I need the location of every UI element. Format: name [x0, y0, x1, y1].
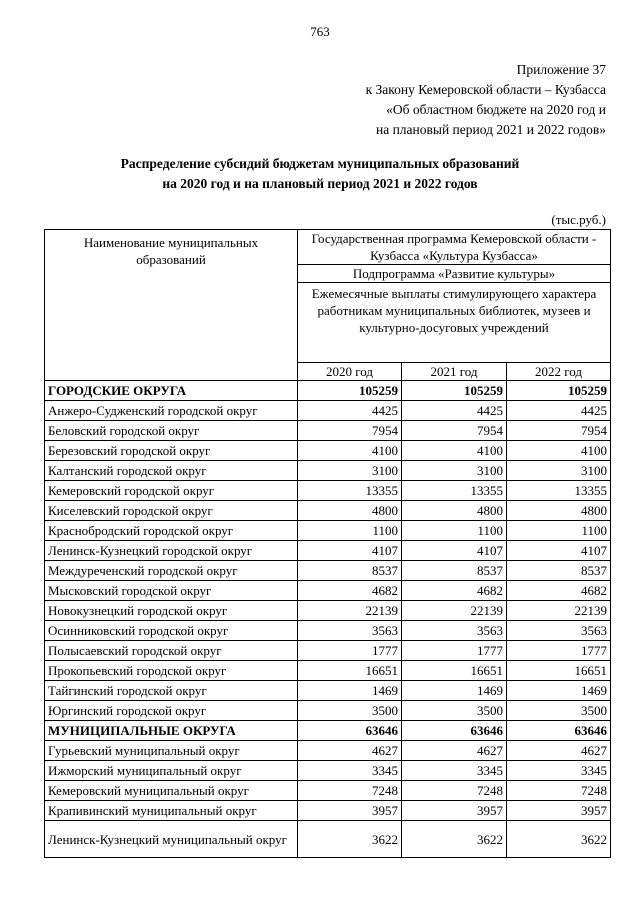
table-row	[45, 441, 611, 461]
value-2022: 1100	[507, 521, 611, 541]
value-2022: 3100	[507, 461, 611, 481]
units-label: (тыс.руб.)	[551, 212, 606, 227]
municipality-name: Междуреченский городской округ	[45, 561, 298, 581]
value-2022: 63646	[507, 721, 611, 741]
value-2022: 3957	[507, 801, 611, 821]
table-row	[45, 741, 611, 761]
value-2022: 4627	[507, 741, 611, 761]
value-2022: 3345	[507, 761, 611, 781]
value-2022: 8537	[507, 561, 611, 581]
value-2022: 7248	[507, 781, 611, 801]
value-2021: 22139	[402, 601, 507, 621]
value-2020: 3345	[298, 761, 402, 781]
value-2020: 4627	[298, 741, 402, 761]
value-2020: 3622	[298, 821, 402, 858]
table-row	[45, 501, 611, 521]
table-row	[45, 401, 611, 421]
table-row	[45, 521, 611, 541]
value-2020: 7248	[298, 781, 402, 801]
header-name-cell: Наименование муниципальных образований	[45, 230, 298, 381]
document-title	[0, 154, 640, 194]
value-2022: 1777	[507, 641, 611, 661]
value-2020: 105259	[298, 381, 402, 401]
value-2021: 1100	[402, 521, 507, 541]
municipality-name: Березовский городской округ	[45, 441, 298, 461]
table-row	[45, 461, 611, 481]
value-2020: 4800	[298, 501, 402, 521]
subsidy-table	[44, 229, 611, 858]
value-2021: 13355	[402, 481, 507, 501]
municipality-name: МУНИЦИПАЛЬНЫЕ ОКРУГА	[45, 721, 298, 741]
value-2022: 3622	[507, 821, 611, 858]
value-2020: 16651	[298, 661, 402, 681]
value-2022: 105259	[507, 381, 611, 401]
value-2021: 4425	[402, 401, 507, 421]
table-row	[45, 821, 611, 858]
value-2021: 3500	[402, 701, 507, 721]
value-2020: 1469	[298, 681, 402, 701]
municipality-name: Мысковский городской округ	[45, 581, 298, 601]
appendix-reference	[366, 60, 606, 140]
value-2021: 4627	[402, 741, 507, 761]
table-group-row	[45, 381, 611, 401]
value-2021: 4100	[402, 441, 507, 461]
value-2022: 16651	[507, 661, 611, 681]
municipality-name: Осинниковский городской округ	[45, 621, 298, 641]
municipality-name: Ленинск-Кузнецкий городской округ	[45, 541, 298, 561]
header-year-2021: 2021 год	[402, 363, 507, 381]
municipality-name: Прокопьевский городской округ	[45, 661, 298, 681]
value-2021: 3345	[402, 761, 507, 781]
value-2022: 4682	[507, 581, 611, 601]
header-payments-cell: Ежемесячные выплаты стимулирующего характера работникам муниципальных библиотек, музеев и культурно-досуговых учреждений	[298, 283, 611, 363]
municipality-name: Ленинск-Кузнецкий муниципальный округ	[45, 821, 298, 858]
value-2021: 16651	[402, 661, 507, 681]
value-2022: 4107	[507, 541, 611, 561]
municipality-name: Гурьевский муниципальный округ	[45, 741, 298, 761]
table-row	[45, 701, 611, 721]
municipality-name: Ижморский муниципальный округ	[45, 761, 298, 781]
value-2021: 105259	[402, 381, 507, 401]
value-2021: 3622	[402, 821, 507, 858]
value-2022: 4100	[507, 441, 611, 461]
municipality-name: Полысаевский городской округ	[45, 641, 298, 661]
table-row	[45, 781, 611, 801]
value-2021: 7248	[402, 781, 507, 801]
table-group-row	[45, 721, 611, 741]
municipality-name: Краснобродский городской округ	[45, 521, 298, 541]
table-row	[45, 421, 611, 441]
value-2021: 4800	[402, 501, 507, 521]
value-2020: 3500	[298, 701, 402, 721]
value-2022: 4800	[507, 501, 611, 521]
municipality-name: Крапивинский муниципальный округ	[45, 801, 298, 821]
value-2021: 3563	[402, 621, 507, 641]
title-line: на 2020 год и на плановый период 2021 и 2022 годов	[162, 176, 478, 191]
value-2021: 4682	[402, 581, 507, 601]
value-2022: 7954	[507, 421, 611, 441]
municipality-name: ГОРОДСКИЕ ОКРУГА	[45, 381, 298, 401]
value-2022: 22139	[507, 601, 611, 621]
appendix-line: «Об областном бюджете на 2020 год и	[386, 102, 606, 117]
value-2021: 1777	[402, 641, 507, 661]
value-2022: 3563	[507, 621, 611, 641]
table-row	[45, 601, 611, 621]
value-2020: 3563	[298, 621, 402, 641]
municipality-name: Юргинский городской округ	[45, 701, 298, 721]
page-number: 763	[310, 24, 330, 39]
value-2022: 13355	[507, 481, 611, 501]
table-row	[45, 481, 611, 501]
appendix-line: Приложение 37	[516, 62, 606, 77]
value-2020: 3957	[298, 801, 402, 821]
appendix-line: на плановый период 2021 и 2022 годов»	[375, 122, 606, 137]
table-row	[45, 661, 611, 681]
value-2021: 7954	[402, 421, 507, 441]
table-row	[45, 581, 611, 601]
municipality-name: Беловский городской округ	[45, 421, 298, 441]
municipality-name: Калтанский городской округ	[45, 461, 298, 481]
header-year-2020: 2020 год	[298, 363, 402, 381]
value-2020: 4425	[298, 401, 402, 421]
table-row	[45, 541, 611, 561]
municipality-name: Новокузнецкий городской округ	[45, 601, 298, 621]
value-2021: 3957	[402, 801, 507, 821]
value-2020: 8537	[298, 561, 402, 581]
title-line: Распределение субсидий бюджетам муниципальных образований	[120, 156, 520, 171]
value-2020: 4682	[298, 581, 402, 601]
value-2022: 1469	[507, 681, 611, 701]
value-2020: 1100	[298, 521, 402, 541]
table-row	[45, 561, 611, 581]
table-row	[45, 681, 611, 701]
value-2021: 63646	[402, 721, 507, 741]
municipality-name: Анжеро-Судженский городской округ	[45, 401, 298, 421]
municipality-name: Киселевский городской округ	[45, 501, 298, 521]
value-2020: 3100	[298, 461, 402, 481]
value-2020: 63646	[298, 721, 402, 741]
value-2022: 4425	[507, 401, 611, 421]
table-row	[45, 801, 611, 821]
value-2020: 4100	[298, 441, 402, 461]
header-subprogram-cell: Подпрограмма «Развитие культуры»	[298, 265, 611, 283]
value-2021: 4107	[402, 541, 507, 561]
table-row	[45, 621, 611, 641]
value-2020: 1777	[298, 641, 402, 661]
table-row	[45, 641, 611, 661]
municipality-name: Кемеровский городской округ	[45, 481, 298, 501]
table-row	[45, 761, 611, 781]
value-2022: 3500	[507, 701, 611, 721]
value-2020: 22139	[298, 601, 402, 621]
value-2020: 7954	[298, 421, 402, 441]
value-2021: 8537	[402, 561, 507, 581]
header-year-2022: 2022 год	[507, 363, 611, 381]
municipality-name: Тайгинский городской округ	[45, 681, 298, 701]
value-2021: 1469	[402, 681, 507, 701]
value-2020: 4107	[298, 541, 402, 561]
appendix-line: к Закону Кемеровской области – Кузбасса	[365, 82, 606, 97]
value-2021: 3100	[402, 461, 507, 481]
value-2020: 13355	[298, 481, 402, 501]
municipality-name: Кемеровский муниципальный округ	[45, 781, 298, 801]
header-program-cell: Государственная программа Кемеровской области - Кузбасса «Культура Кузбасса»	[298, 230, 611, 265]
